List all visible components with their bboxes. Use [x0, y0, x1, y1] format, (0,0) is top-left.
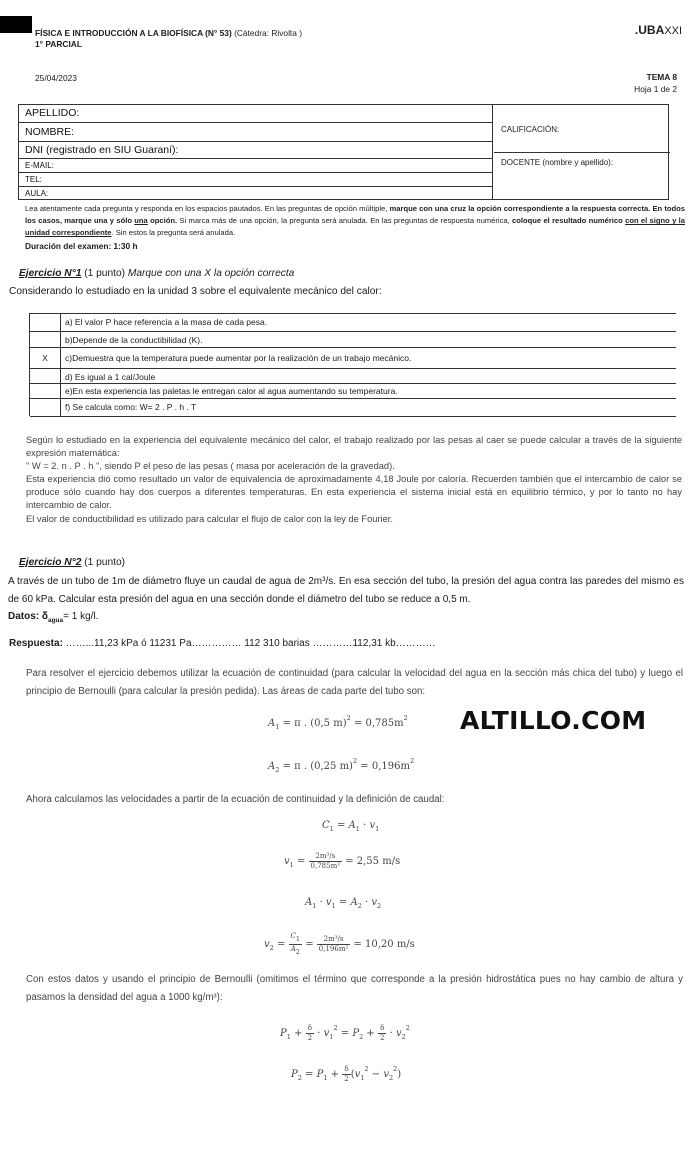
ex1-intro: Considerando lo estudiado en la unidad 3 sobre el equivalente mecánico del calor: [9, 286, 382, 297]
ex2-heading: Ejercicio N°2 (1 punto) [19, 557, 126, 568]
ex2-bernoulli-intro: Con estos datos y usando el principio de Bernoulli (omitimos el término que corresponde a la presión hidrostática pues no hay cambio de altura y pasamos la densidad del agua a 1000 kg/m³): [26, 974, 683, 1003]
option-b[interactable] [30, 332, 676, 348]
field-docente[interactable]: DOCENTE (nombre y apellido): [501, 158, 614, 167]
ex2-answer: Respuesta: ……...11,23 kPa ó 11231 Pa…………… 112 310 barias …………112,31 kb………… [9, 638, 436, 649]
option-d-text: d) Es igual a 1 cal/Joule [65, 372, 156, 382]
ex2-velocity-intro: Ahora calculamos las velocidades a partir de la ecuación de continuidad y la definición de caudal: [26, 794, 445, 805]
uba-logo: .UBAXXI [634, 23, 682, 37]
ex1-explanation-p1: Según lo estudiado en la experiencia del equivalente mecánico del calor, el trabajo realizado por las pesas al caer se puede calcular a través de la siguiente expresión matemática: [26, 435, 682, 459]
eq-continuity: $A_1 \cdot v_1 = A_2 \cdot v_2$ [305, 897, 382, 910]
student-info-table [18, 104, 669, 200]
option-e-text: e)En esta experiencia las paletas le entregan calor al agua aumentando su temperatura. [65, 386, 398, 396]
exam-duration: Duración del examen: 1:30 h [25, 241, 138, 251]
ex1-explanation-p2: " W = 2. n . P . h ", siendo P el peso de las pesas ( masa por aceleración de la gravedad). [26, 461, 395, 472]
option-c-text: c)Demuestra que la temperatura puede aumentar por la realización de un trabajo mecánico. [65, 353, 412, 363]
field-tel[interactable]: TEL: [19, 173, 492, 187]
option-b-mark[interactable] [30, 332, 61, 347]
field-email[interactable]: E-MAIL: [19, 159, 492, 173]
option-c[interactable] [30, 348, 676, 369]
option-c-mark[interactable]: X [30, 348, 61, 368]
field-apellido[interactable]: APELLIDO: [19, 105, 492, 123]
option-e[interactable] [30, 384, 676, 399]
course-title: FÍSICA E INTRODUCCIÓN A LA BIOFÍSICA (N° 53) (Cátedra: Rivolta ) [35, 28, 303, 38]
eq-v2: $v_2$ = $\frac{C1}{A2}$ = $\frac{\text{2m³/s}}{\text{0,196m²}}$ = 10,20 m/s [264, 932, 415, 956]
ex2-solution-intro: Para resolver el ejercicio debemos utilizar la ecuación de continuidad (para calcular la velocidad del agua en la sección más chica del tubo) y luego el principio de Bernoulli (para calcular la presión pedida). Las áreas de cada parte del tubo son: [26, 668, 683, 697]
eq-area-2: $A_2 = \pi$ . (0,25 $m)^2 = 0,196m^2$ [268, 757, 415, 774]
eq-bernoulli: $P_1$ + $\frac{\delta}{2}$ · $v_1^2 = P_2$ + $\frac{\delta}{2}$ · $v_2^2$ [280, 1024, 410, 1042]
catedra-label: (Cátedra: Rivolta ) [234, 28, 303, 38]
eq-area-1: $A_1 = \pi$ . (0,5 $m)^2 = 0,785m^2$ [268, 714, 408, 731]
ex1-explanation-p3: Esta experiencia dió como resultado un valor de equivalencia de aproximadamente 4,18 Joule por caloría. Recuerden también que el intercambio de calor se produce sólo cuando hay dos cuerpos a diferentes temperaturas. En esta experiencia el sistema inicial está en equilibrio térmico, y por lo tanto no hay intercambio de calor. [26, 474, 682, 511]
instructions: Lea atentamente cada pregunta y responda en los espacios pautados. En las preguntas de opción múltiple, marque con una cruz la opción correspondiente a la respuesta correcta. En todos los casos, marque una y sólo una opción. Si marca más de una opción, la pregunta será anulada. En las preguntas de respuesta numérica, coloque el resultado numérico con el signo y la unidad correspondiente. Sin estos la pregunta será anulada. [25, 204, 685, 238]
ex1-explanation-p4: El valor de conductibilidad es utilizado para calcular el flujo de calor con la ley de Fourier. [26, 513, 393, 524]
field-calificacion[interactable]: CALIFICACIÓN: [494, 105, 670, 153]
option-a[interactable] [30, 314, 676, 332]
eq-p2: $P_2 = P_1$ + $\frac{\delta}{2}$ $(v_1^2 - v_2^2)$ [291, 1065, 402, 1083]
option-f[interactable] [30, 399, 676, 417]
eq-caudal: $C_1 = A_1 \cdot v_1$ [322, 820, 380, 833]
ex1-options-table [29, 313, 676, 416]
parcial-label: 1° PARCIAL [35, 39, 82, 49]
option-a-mark[interactable] [30, 314, 61, 331]
student-fields [19, 105, 493, 199]
black-corner-tab [0, 16, 32, 33]
page-indicator: Hoja 1 de 2 [634, 84, 677, 94]
option-a-text: a) El valor P hace referencia a la masa de cada pesa. [65, 317, 268, 327]
option-f-mark[interactable] [30, 399, 61, 416]
tema-label: TEMA 8 [646, 72, 677, 82]
ex1-heading: Ejercicio N°1 (1 punto) Marque con una X la opción correcta [19, 268, 295, 279]
option-b-text: b)Depende de la conductibilidad (K). [65, 335, 203, 345]
ex1-explanation [26, 434, 682, 526]
option-e-mark[interactable] [30, 384, 61, 398]
field-nombre[interactable]: NOMBRE: [19, 123, 492, 142]
field-dni[interactable]: DNI (registrado en SIU Guaraní): [19, 142, 492, 159]
field-aula[interactable]: AULA: [25, 189, 49, 198]
option-d[interactable] [30, 369, 676, 384]
eq-v1: $v_1$ = $\frac{\text{2m³/s}}{\text{0,785m²}}$ = 2,55 m/s [284, 852, 401, 870]
option-f-text: f) Se calcula como: W= 2 . P . h . T [65, 402, 197, 412]
option-d-mark[interactable] [30, 369, 61, 383]
exam-date: 25/04/2023 [35, 73, 77, 83]
ex2-statement: A través de un tubo de 1m de diámetro fluye un caudal de agua de 2m³/s. En esa sección del tubo, la presión del agua contra las paredes del mismo es de 60 kPa. Calcular esta presión del agua en una sección donde el diámetro del tubo se reduce a 0,5 m. Datos: $\delta_{agua}= 1$ kg/l. [8, 576, 684, 624]
altillo-watermark: ALTILLO.COM [460, 706, 647, 735]
